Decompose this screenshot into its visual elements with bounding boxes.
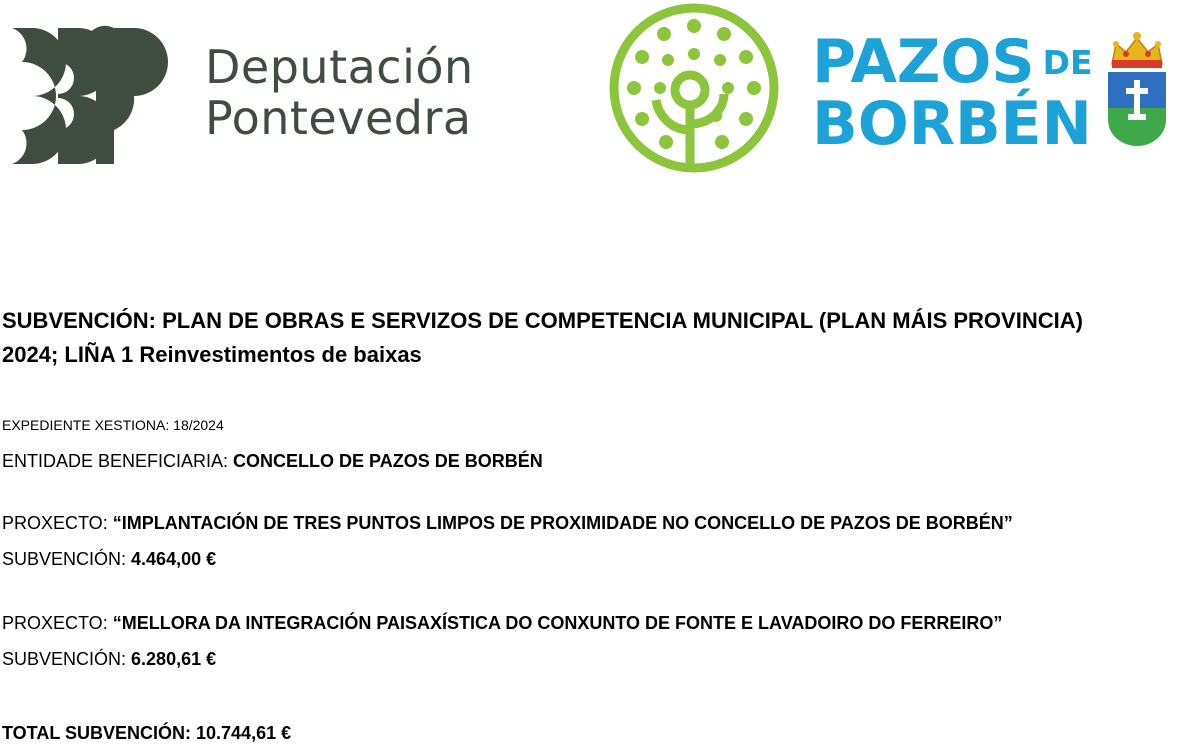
project-1-subvencion-value: 4.464,00 € xyxy=(131,549,217,569)
project-1-subvencion-line xyxy=(2,548,216,570)
entidade-value: CONCELLO DE PAZOS DE BORBÉN xyxy=(233,451,543,471)
project-2-line xyxy=(2,612,1002,634)
deputacion-logo-line2: Pontevedra xyxy=(205,91,472,145)
project-2-label: PROXECTO: xyxy=(2,613,113,633)
pazos-de-borben-logo xyxy=(608,2,1178,177)
entidade-line xyxy=(2,450,543,472)
pazos-de-word: DE xyxy=(1042,43,1093,82)
document-title xyxy=(2,304,1178,372)
project-1-name: “IMPLANTACIÓN DE TRES PUNTOS LIMPOS DE PROXIMIDADE NO CONCELLO DE PAZOS DE BORBÉN” xyxy=(112,513,1013,533)
project-2-subvencion-line xyxy=(2,648,216,670)
expediente-line: EXPEDIENTE XESTIONA: 18/2024 xyxy=(2,417,224,433)
entidade-label: ENTIDADE BENEFICIARIA: xyxy=(2,451,234,471)
pazos-word: PAZOS xyxy=(812,27,1035,97)
deputacion-pontevedra-logo xyxy=(10,24,510,169)
coat-of-arms-icon xyxy=(1104,30,1170,146)
pazos-logo-line2: BORBÉN xyxy=(812,89,1092,159)
project-2-subvencion-label: SUBVENCIÓN: xyxy=(2,649,132,669)
deputacion-logo-line1: Deputación xyxy=(205,40,474,94)
project-1-label: PROXECTO: xyxy=(2,513,113,533)
document-title-line1: SUBVENCIÓN: PLAN DE OBRAS E SERVIZOS DE COMPETENCIA MUNICIPAL (PLAN MÁIS PROVINCIA) xyxy=(2,308,1083,333)
document-title-line2: 2024; LIÑA 1 Reinvestimentos de baixas xyxy=(2,342,422,367)
project-2-name: “MELLORA DA INTEGRACIÓN PAISAXÍSTICA DO CONXUNTO DE FONTE E LAVADOIRO DO FERREIRO” xyxy=(112,613,1003,633)
deputacion-mark-icon xyxy=(10,24,178,166)
project-1-subvencion-label: SUBVENCIÓN: xyxy=(2,549,132,569)
project-1-line xyxy=(2,512,1013,534)
total-subvencion: TOTAL SUBVENCIÓN: 10.744,61 € xyxy=(2,723,292,743)
tree-circle-icon xyxy=(608,2,780,174)
pazos-logo-line1 xyxy=(812,27,1093,97)
project-2-subvencion-value: 6.280,61 € xyxy=(131,649,217,669)
